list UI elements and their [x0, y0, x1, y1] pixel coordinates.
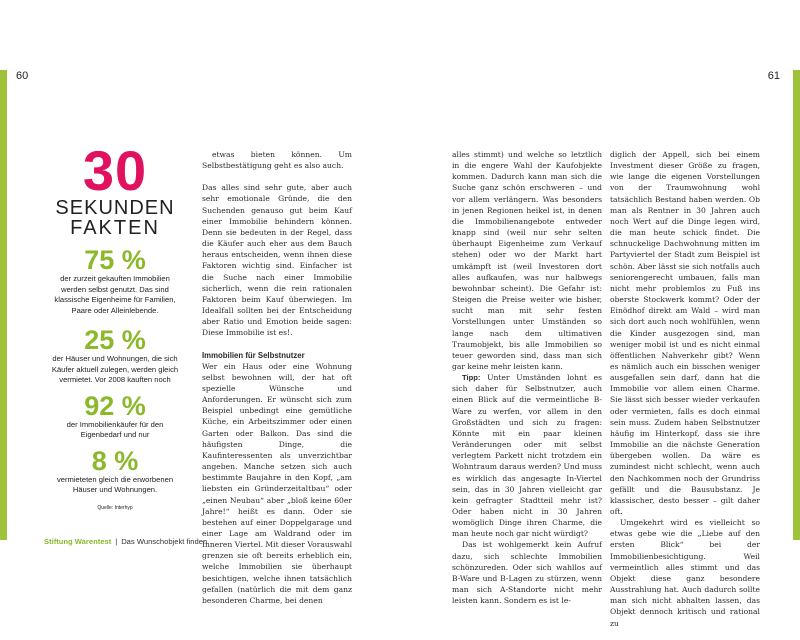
footer-separator: | — [115, 537, 118, 546]
footer-chapter: Das Wunschobjekt finden — [121, 537, 208, 546]
sidebar-title-line2: FAKTEN — [70, 217, 160, 239]
facts-sidebar — [50, 139, 180, 512]
paragraph: Das ist wohlgemerkt kein Aufruf dazu, sich schlechte Immobilien schönzureden. Oder sich wahllos auf B-Ware und B-Lagen zu stürzen, wenn man sich A-Standorte nicht mehr leisten kann. Sondern es ist le- — [452, 540, 602, 606]
left-accent-bar — [0, 70, 7, 540]
stat-value-4: 8 % — [91, 445, 139, 476]
paragraph: Wer ein Haus oder eine Wohnung selbst bewohnen will, der hat oft spezielle Wünsche und Anforderungen. Er wünscht sich zum Beispiel unbedingt eine gemütliche Küche, ein Arbeitszimmer oder einen Garten oder Balkon. Das sind die häufigsten Dinge, die Kaufinteressenten als unverzichtbar angeben. Manche setzen sich auch bestimmte Baujahre in den Kopf, „am liebsten ein Gründerzeitaltbau“ oder „einen Neubau“ aber „bloß keine 60er Jahre!“ heißt es dann. Oder sie bestehen auf einer Doppelgarage und einer Lage am Waldrand oder im Inneren Viertel. Mit dieser Vorauswahl grenzen sie oft bereits erheblich ein, welche Immobilien sie überhaupt besichtigen, welche ihnen tatsächlich gefallen (natürlich die mit dem ganz besonderen Charme, bei denen — [202, 361, 352, 605]
paragraph: diglich der Appell, sich bei einem Investment dieser Größe zu fragen, wie lange die eigenen Vorstellungen von der Traumwohnung wohl tatsächlich Bestand haben werden. Ob man als Rentner in 30 Jahren auch noch Wert auf die Dinge legen wird, die man heute schick findet. Die schnuckelige Dachwohnung mitten im Partyviertel der Stadt zum Beispiel ist schön. Aber lässt sie sich notfalls auch seniorengerecht umbauen, falls man nicht mehr problemlos zu Fuß ins oberste Stockwerk kommt? Oder der Einödhof direkt am Wald – wird man sich dort auch noch wohlfühlen, wenn die Kinder ausgezogen sind, man weniger mobil ist und es nicht einmal öffentlichen Nahverkehr gibt? Wenn es nämlich auch ein bisschen weniger ausgefallen sein darf, dann hat die Immobilie vor allem einen Charme. Sie lässt sich besser wieder verkaufen oder vermieten, falls es doch einmal sein muss. Zudem haben Selbstnutzer häufig im Hinterkopf, dass sie ihre Immobilie an die nächste Generation übergeben wollen. Da wäre es zumindest nicht schlecht, wenn auch den Nachkommen noch der Grundriss gefällt und die Bausubstanz. Je klassischer, desto besser – gilt daher oft. — [610, 150, 760, 516]
right-accent-bar — [793, 70, 800, 540]
stat-text-1: der zurzeit gekauften Immobilien werden selbst genutzt. Das sind klassische Eigenheime für Familien, Paare oder Alleinlebende. — [54, 274, 176, 315]
text-column-3 — [610, 149, 760, 629]
text-column-2 — [452, 149, 602, 606]
stat-text-4: vermieteten gleich die erworbenen Häuser und Wohnungen. — [56, 474, 174, 494]
stat-value-2: 25 % — [84, 325, 146, 355]
sidebar-title-line1: SEKUNDEN — [55, 197, 175, 219]
paragraph: etwas bieten können. Um Selbstbestätigung geht es also auch. — [202, 150, 352, 171]
tip-text: Unter Umständen lohnt es sich daher für Selbstnutzer, auch einen Blick auf die vermeintliche B-Ware zu werfen, vor allem in den Großstädten und sich zu fragen: Könnte mit ein paar kleinen Veränderungen oder mit selbst verlegtem Parkett nicht trotzdem ein Wohntraum daraus werden? Und muss es wirklich das angesagte In-Viertel sein, das in 30 Jahren vielleicht gar kein gefragter Stadtteil mehr ist? Oder haben nicht in 30 Jahren womöglich Dinge ihren Charme, die man heute noch gar nicht würdigt? — [452, 373, 602, 539]
text-column-1 — [202, 149, 352, 606]
stat-text-3: der Immobilienkäufer für den Eigenbedarf und nur — [66, 419, 164, 439]
stat-value-1: 75 % — [84, 245, 146, 275]
paragraph: alles stimmt) und welche so letztlich in die engere Wahl der Kaufobjekte kommen. Dadurch kann man sich die Suche ganz schön erschweren – und vor allem verlängern. Was besonders in jenen Regionen heikel ist, in denen die Immobilienangebote entweder knapp sind (weil nur sehr selten überhaupt Eigenheime zum Verkauf stehen) oder wo der Markt hart umkämpft ist (weil Investoren dort alles aufkaufen, was nur halbwegs bewohnbar scheint). Die Gefahr ist: Steigen die Preise weiter wie bisher, sucht man mit sehr festen Vorstellungen unter Umständen so lange nach dem ultimativen Traumobjekt, bis alle Immobilien so teuer geworden sind, dass man sich gar keine mehr leisten kann. — [452, 150, 602, 371]
section-heading: Immobilien für Selbstnutzer — [202, 350, 305, 360]
source-note: Quelle: Interhyp — [97, 504, 133, 511]
big-number: 30 — [82, 139, 148, 202]
left-page-number: 60 — [16, 70, 29, 82]
stat-value-3: 92 % — [84, 390, 146, 421]
right-page-number: 61 — [767, 70, 780, 82]
paragraph: Umgekehrt wird es vielleicht so etwas gebe wie die „Liebe auf den ersten Blick“ bei der Immobilienbesichtigung. Weil vermeintlich alles stimmt und das Objekt diese ganz besondere Ausstrahlung hat. Auch dadurch sollte man sich nicht abhalten lassen, das Objekt dennoch kritisch und rational zu — [610, 518, 760, 628]
page-footer — [44, 537, 207, 546]
stat-text-2: der Häuser und Wohnungen, die sich Käufer aktuell zulegen, werden gleich vermietet. Vor 2008 kauften noch — [51, 354, 179, 384]
footer-brand: Stiftung Warentest — [44, 537, 112, 546]
paragraph: Das alles sind sehr gute, aber auch sehr emotionale Gründe, die den Suchenden genauso gut beim Kauf einer Immobilie behindern können. Denn sie bedeuten in der Regel, dass die Käufer auch eher aus dem Bauch heraus entscheiden, wenn ihnen diese Faktoren wichtig sind. Einfacher ist die Suche nach einer Immobilie sicherlich, wenn die rein rationalen Faktoren beim Kauf überwiegen. Im Idealfall sollten bei der Entscheidung aber Ratio und Emotion beide sagen: Diese Immobilie ist es!. — [202, 183, 352, 338]
tip-label: Tipp: — [462, 373, 481, 383]
